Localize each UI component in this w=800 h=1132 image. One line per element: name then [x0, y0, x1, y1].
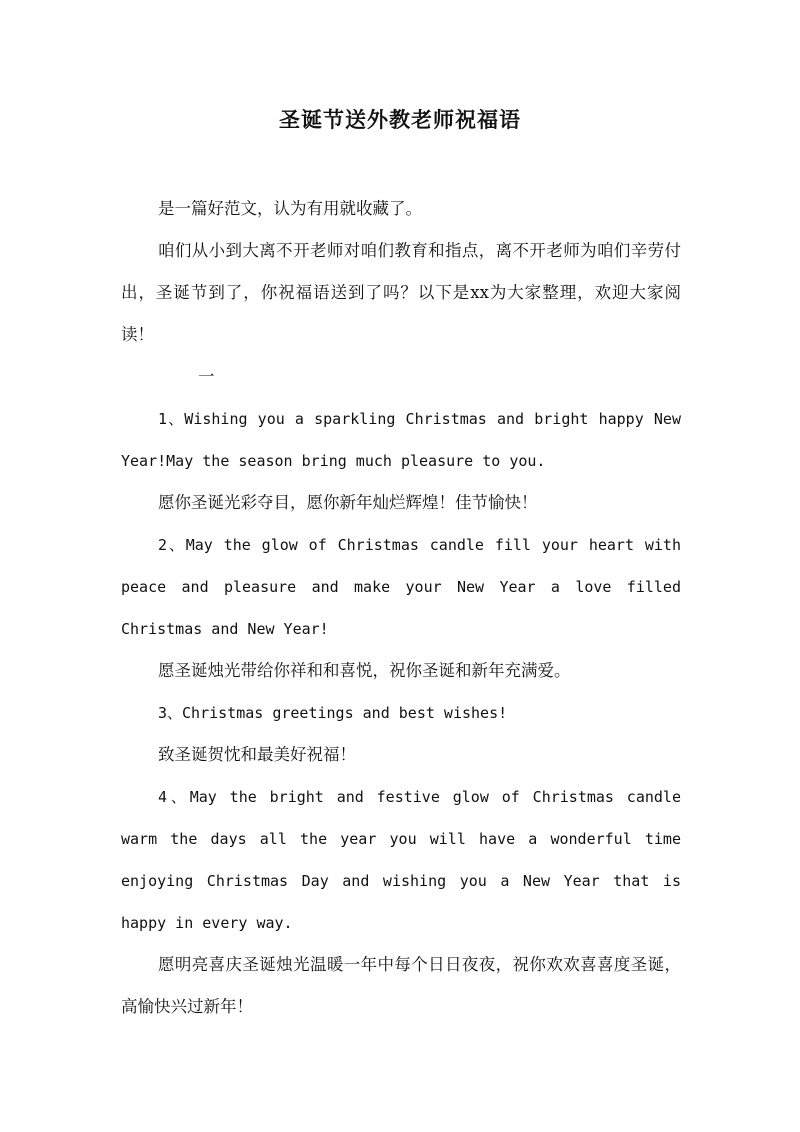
greeting-4-english: 4、May the bright and festive glow of Christmas candle warm the days all the year you will have a wonderful time enjoying Christmas Day and wishing you a New Year that is happy in every way. — [121, 788, 681, 932]
lead-paragraph: 咱们从小到大离不开老师对咱们教育和指点，离不开老师为咱们辛劳付出，圣诞节到了，你祝福语送到了吗？以下是xx为大家整理，欢迎大家阅读！ — [121, 241, 681, 344]
greeting-1-english: 1、Wishing you a sparkling Christmas and bright happy New Year!May the season bring much pleasure to you. — [121, 410, 681, 470]
greeting-4-chinese: 愿明亮喜庆圣诞烛光温暖一年中每个日日夜夜，祝你欢欢喜喜度圣诞，高愉快兴过新年！ — [121, 955, 681, 1016]
greeting-2-chinese: 愿圣诞烛光带给你祥和和喜悦，祝你圣诞和新年充满爱。 — [158, 661, 571, 680]
document-body — [121, 188, 681, 1028]
greeting-3-chinese: 致圣诞贺忱和最美好祝福！ — [158, 745, 356, 764]
greeting-3-english: 3、Christmas greetings and best wishes! — [158, 704, 508, 722]
intro-line: 是一篇好范文，认为有用就收藏了。 — [158, 199, 422, 218]
section-marker: 一 — [198, 367, 215, 386]
greeting-1-chinese: 愿你圣诞光彩夺目，愿你新年灿烂辉煌！佳节愉快！ — [158, 493, 538, 512]
greeting-2-english: 2、May the glow of Christmas candle fill your heart with peace and pleasure and make your New Year a love filled Christmas and New Year! — [121, 536, 681, 638]
document-title: 圣诞节送外教老师祝福语 — [279, 107, 521, 132]
